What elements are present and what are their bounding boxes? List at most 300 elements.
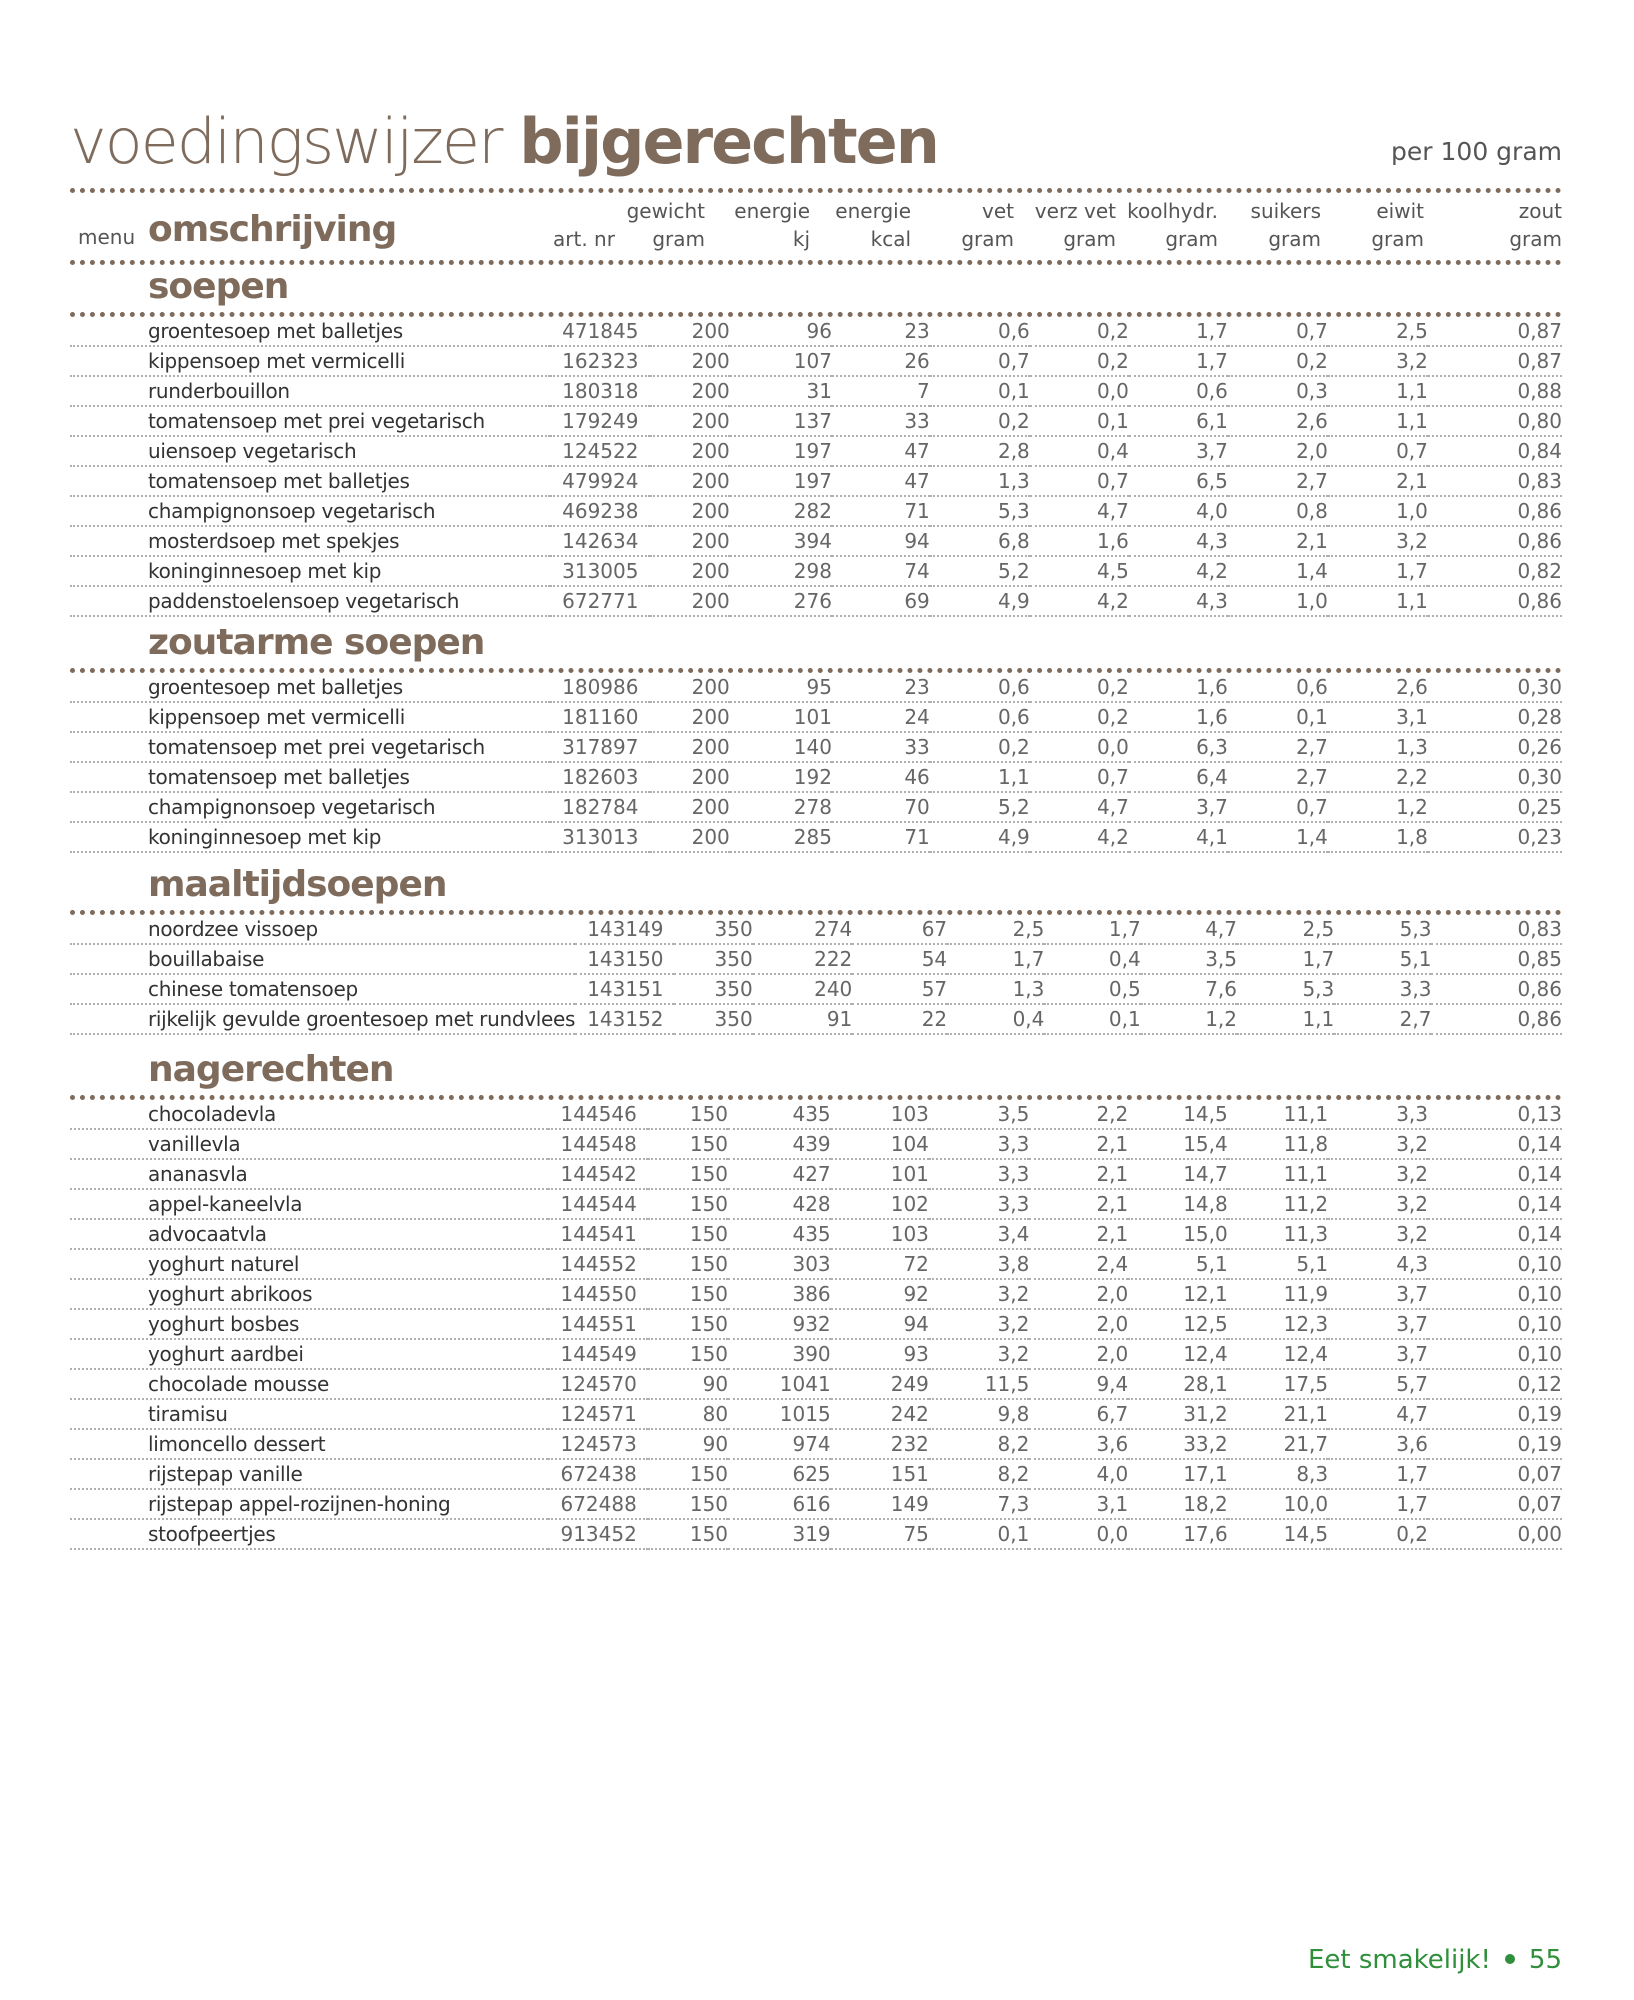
nutrient-value: 33,2 (1128, 1429, 1227, 1459)
nutrient-value: 103 (831, 1100, 929, 1129)
nutrient-value: 3,2 (1328, 1159, 1428, 1189)
nutrient-value: 350 (674, 1004, 752, 1034)
column-header-line2: kcal (870, 227, 911, 251)
nutrient-value: 150 (648, 1100, 728, 1129)
nutrient-value: 150 (648, 1339, 728, 1369)
product-name: ananasvla (70, 1159, 548, 1189)
nutrient-value: 200 (650, 346, 730, 376)
nutrient-value: 21,1 (1228, 1399, 1328, 1429)
nutrient-value: 151 (831, 1459, 929, 1489)
nutrient-value: 107 (730, 346, 832, 376)
nutrient-value: 200 (650, 496, 730, 526)
nutrient-value: 4,7 (1030, 496, 1129, 526)
nutrient-value: 103 (831, 1219, 929, 1249)
nutrient-value: 2,7 (1334, 1004, 1431, 1034)
nutrient-value: 94 (832, 526, 930, 556)
nutrient-value: 11,8 (1228, 1129, 1328, 1159)
nutrient-value: 3,7 (1129, 792, 1228, 822)
nutrient-value: 2,5 (1237, 915, 1334, 944)
nutrient-value: 5,1 (1128, 1249, 1227, 1279)
nutrient-value: 1041 (728, 1369, 831, 1399)
nutrient-value: 150 (648, 1459, 728, 1489)
product-name: kippensoep met vermicelli (70, 346, 550, 376)
nutrient-value: 23 (832, 317, 930, 346)
nutrient-value: 8,2 (929, 1429, 1029, 1459)
nutrient-value: 0,19 (1428, 1399, 1562, 1429)
nutrient-value: 67 (852, 915, 947, 944)
nutrient-value: 3,7 (1328, 1339, 1428, 1369)
product-name: koninginnesoep met kip (70, 556, 550, 586)
nutrient-value: 282 (730, 496, 832, 526)
nutrient-value: 0,2 (1030, 346, 1129, 376)
nutrient-value: 0,1 (1044, 1004, 1140, 1034)
title-bold: bijgerechten (519, 105, 938, 178)
product-name: tomatensoep met balletjes (70, 466, 550, 496)
nutrient-value: 1,2 (1141, 1004, 1237, 1034)
article-number: 144552 (548, 1249, 647, 1279)
product-name: champignonsoep vegetarisch (70, 792, 550, 822)
nutrient-value: 5,3 (930, 496, 1030, 526)
section (70, 1045, 1562, 1550)
nutrient-value: 350 (674, 915, 752, 944)
article-number: 124522 (550, 436, 650, 466)
product-name: appel-kaneelvla (70, 1189, 548, 1219)
column-header-line1: eiwit (1376, 199, 1424, 223)
table-row (70, 586, 1562, 616)
nutrient-value: 2,1 (1029, 1219, 1128, 1249)
nutrient-value: 3,7 (1328, 1309, 1428, 1339)
nutrient-value: 200 (650, 376, 730, 406)
nutrient-value: 0,6 (930, 673, 1030, 702)
nutrient-value: 1,1 (1328, 376, 1428, 406)
nutrient-value: 0,7 (1328, 436, 1428, 466)
nutrient-value: 18,2 (1128, 1489, 1227, 1519)
article-number: 313013 (550, 822, 650, 852)
nutrient-value: 0,80 (1428, 406, 1562, 436)
nutrient-value: 14,8 (1128, 1189, 1227, 1219)
nutrient-value: 5,3 (1237, 974, 1334, 1004)
nutrient-value: 3,7 (1129, 436, 1228, 466)
nutrient-value: 1,8 (1328, 822, 1428, 852)
nutrient-value: 1015 (728, 1399, 831, 1429)
nutrient-value: 149 (831, 1489, 929, 1519)
nutrient-value: 2,5 (947, 915, 1044, 944)
article-number: 179249 (550, 406, 650, 436)
nutrient-value: 91 (753, 1004, 853, 1034)
nutrient-value: 2,7 (1228, 762, 1328, 792)
nutrient-value: 0,2 (1030, 317, 1129, 346)
nutrient-value: 9,8 (929, 1399, 1029, 1429)
table-row (70, 1519, 1562, 1549)
nutrient-value: 23 (832, 673, 930, 702)
nutrient-value: 1,4 (1228, 822, 1328, 852)
nutrient-value: 75 (831, 1519, 929, 1549)
table-row (70, 1004, 1562, 1034)
nutrient-value: 1,1 (1328, 406, 1428, 436)
nutrition-table (70, 673, 1562, 853)
product-name: chinese tomatensoep (70, 974, 575, 1004)
nutrient-value: 22 (852, 1004, 947, 1034)
nutrient-value: 15,0 (1128, 1219, 1227, 1249)
column-header (1006, 197, 1116, 253)
nutrient-value: 4,7 (1328, 1399, 1428, 1429)
table-header (70, 187, 1562, 257)
nutrient-value: 0,07 (1428, 1489, 1562, 1519)
nutrient-value: 200 (650, 526, 730, 556)
column-header (1108, 197, 1218, 253)
article-number: 469238 (550, 496, 650, 526)
nutrient-value: 2,0 (1029, 1339, 1128, 1369)
title-light: voedingswijzer (70, 105, 520, 178)
nutrient-value: 4,3 (1129, 586, 1228, 616)
nutrient-value: 2,2 (1328, 762, 1428, 792)
table-row (70, 702, 1562, 732)
nutrient-value: 1,3 (1328, 732, 1428, 762)
nutrient-value: 11,1 (1228, 1159, 1328, 1189)
nutrient-value: 0,10 (1428, 1309, 1562, 1339)
nutrient-value: 2,1 (1029, 1189, 1128, 1219)
nutrient-value: 69 (832, 586, 930, 616)
nutrient-value: 4,3 (1328, 1249, 1428, 1279)
nutrient-value: 93 (831, 1339, 929, 1369)
nutrient-value: 974 (728, 1429, 831, 1459)
table-row (70, 1369, 1562, 1399)
nutrient-value: 3,2 (929, 1339, 1029, 1369)
bullet-icon (1505, 1954, 1515, 1964)
table-row (70, 526, 1562, 556)
nutrient-value: 0,6 (1129, 376, 1228, 406)
nutrient-value: 4,0 (1129, 496, 1228, 526)
column-header (1452, 197, 1562, 253)
nutrient-value: 0,1 (929, 1519, 1029, 1549)
nutrient-value: 15,4 (1128, 1129, 1227, 1159)
nutrient-value: 3,2 (1328, 1219, 1428, 1249)
nutrient-value: 0,2 (1328, 1519, 1428, 1549)
table-row (70, 1459, 1562, 1489)
nutrient-value: 0,6 (930, 702, 1030, 732)
nutrient-value: 150 (648, 1489, 728, 1519)
column-header (595, 197, 705, 253)
nutrient-value: 5,3 (1334, 915, 1431, 944)
column-header-line2: gram (652, 227, 705, 251)
nutrient-value: 625 (728, 1459, 831, 1489)
nutrient-value: 4,9 (930, 822, 1030, 852)
table-row (70, 792, 1562, 822)
nutrient-value: 0,14 (1428, 1219, 1562, 1249)
column-header-line1: zout (1518, 199, 1562, 223)
nutrient-value: 932 (728, 1309, 831, 1339)
nutrient-value: 197 (730, 436, 832, 466)
nutrient-value: 6,4 (1129, 762, 1228, 792)
table-row (70, 556, 1562, 586)
product-name: groentesoep met balletjes (70, 317, 550, 346)
nutrient-value: 150 (648, 1279, 728, 1309)
nutrient-value: 1,7 (947, 944, 1044, 974)
column-header-line1: energie (734, 199, 810, 223)
title-row (70, 105, 1562, 185)
nutrient-value: 200 (650, 673, 730, 702)
article-number: 144544 (548, 1189, 647, 1219)
nutrient-value: 47 (832, 436, 930, 466)
table-row (70, 762, 1562, 792)
nutrient-value: 11,5 (929, 1369, 1029, 1399)
nutrient-value: 101 (730, 702, 832, 732)
article-number: 144542 (548, 1159, 647, 1189)
nutrient-value: 11,3 (1228, 1219, 1328, 1249)
nutrient-value: 0,2 (930, 732, 1030, 762)
nutrient-value: 0,82 (1428, 556, 1562, 586)
nutrition-table (70, 915, 1562, 1035)
nutrient-value: 0,10 (1428, 1339, 1562, 1369)
article-number: 144551 (548, 1309, 647, 1339)
nutrient-value: 435 (728, 1219, 831, 1249)
article-number: 913452 (548, 1519, 647, 1549)
nutrient-value: 0,7 (1228, 317, 1328, 346)
footer (1308, 1945, 1562, 1975)
nutrient-value: 1,1 (1328, 586, 1428, 616)
nutrient-value: 94 (831, 1309, 929, 1339)
nutrient-value: 17,6 (1128, 1519, 1227, 1549)
nutrient-value: 2,1 (1029, 1129, 1128, 1159)
nutrient-value: 0,87 (1428, 317, 1562, 346)
nutrient-value: 33 (832, 732, 930, 762)
nutrient-value: 17,1 (1128, 1459, 1227, 1489)
nutrient-value: 200 (650, 762, 730, 792)
table-row (70, 673, 1562, 702)
nutrient-value: 0,5 (1044, 974, 1140, 1004)
nutrient-value: 14,7 (1128, 1159, 1227, 1189)
nutrient-value: 1,6 (1030, 526, 1129, 556)
nutrient-value: 70 (832, 792, 930, 822)
product-name: runderbouillon (70, 376, 550, 406)
nutrient-value: 3,1 (1029, 1489, 1128, 1519)
table-row (70, 406, 1562, 436)
nutrient-value: 71 (832, 822, 930, 852)
nutrient-value: 1,1 (1237, 1004, 1334, 1034)
product-name: tomatensoep met prei vegetarisch (70, 732, 550, 762)
nutrient-value: 0,7 (1228, 792, 1328, 822)
nutrient-value: 3,8 (929, 1249, 1029, 1279)
nutrient-value: 46 (832, 762, 930, 792)
table-row (70, 1399, 1562, 1429)
nutrient-value: 200 (650, 586, 730, 616)
article-number: 124570 (548, 1369, 647, 1399)
table-row (70, 1159, 1562, 1189)
nutrient-value: 150 (648, 1189, 728, 1219)
nutrient-value: 3,3 (929, 1159, 1029, 1189)
table-row (70, 1339, 1562, 1369)
nutrient-value: 4,3 (1129, 526, 1228, 556)
nutrient-value: 150 (648, 1129, 728, 1159)
nutrient-value: 350 (674, 944, 752, 974)
nutrient-value: 2,0 (1228, 436, 1328, 466)
omschrijving-label: omschrijving (148, 209, 397, 250)
article-number: 180318 (550, 376, 650, 406)
nutrient-value: 0,1 (1228, 702, 1328, 732)
product-name: stoofpeertjes (70, 1519, 548, 1549)
section-title: soepen (148, 266, 289, 307)
nutrient-value: 1,2 (1328, 792, 1428, 822)
nutrient-value: 8,3 (1228, 1459, 1328, 1489)
nutrient-value: 0,2 (1030, 702, 1129, 732)
product-name: champignonsoep vegetarisch (70, 496, 550, 526)
nutrient-value: 104 (831, 1129, 929, 1159)
nutrient-value: 7,3 (929, 1489, 1029, 1519)
nutrient-value: 1,0 (1228, 586, 1328, 616)
nutrient-value: 274 (753, 915, 853, 944)
nutrient-value: 31,2 (1128, 1399, 1227, 1429)
nutrient-value: 17,5 (1228, 1369, 1328, 1399)
nutrient-value: 24 (832, 702, 930, 732)
nutrient-value: 3,2 (1328, 1129, 1428, 1159)
nutrient-value: 3,2 (929, 1279, 1029, 1309)
article-number: 144548 (548, 1129, 647, 1159)
nutrient-value: 0,86 (1428, 586, 1562, 616)
nutrient-value: 0,07 (1428, 1459, 1562, 1489)
nutrient-value: 96 (730, 317, 832, 346)
nutrient-value: 95 (730, 673, 832, 702)
section (70, 860, 1562, 1035)
nutrient-value: 0,6 (930, 317, 1030, 346)
nutrient-value: 4,5 (1030, 556, 1129, 586)
nutrient-value: 3,5 (929, 1100, 1029, 1129)
nutrient-value: 0,2 (1030, 673, 1129, 702)
nutrient-value: 200 (650, 466, 730, 496)
nutrient-value: 1,7 (1237, 944, 1334, 974)
nutrient-value: 0,30 (1428, 762, 1562, 792)
nutrient-value: 390 (728, 1339, 831, 1369)
nutrient-value: 0,87 (1428, 346, 1562, 376)
nutrient-value: 21,7 (1228, 1429, 1328, 1459)
column-header (1314, 197, 1424, 253)
table-row (70, 1489, 1562, 1519)
footer-text: Eet smakelijk! (1307, 1945, 1491, 1975)
nutrient-value: 0,23 (1428, 822, 1562, 852)
nutrient-value: 2,1 (1328, 466, 1428, 496)
nutrient-value: 33 (832, 406, 930, 436)
section-title: maaltijdsoepen (148, 864, 447, 905)
nutrient-value: 278 (730, 792, 832, 822)
table-row (70, 1249, 1562, 1279)
nutrient-value: 3,6 (1029, 1429, 1128, 1459)
nutrient-value: 5,1 (1228, 1249, 1328, 1279)
nutrient-value: 101 (831, 1159, 929, 1189)
nutrient-value: 2,4 (1029, 1249, 1128, 1279)
nutrient-value: 72 (831, 1249, 929, 1279)
nutrient-value: 319 (728, 1519, 831, 1549)
nutrient-value: 0,13 (1428, 1100, 1562, 1129)
nutrient-value: 4,1 (1129, 822, 1228, 852)
column-header (1211, 197, 1321, 253)
nutrient-value: 200 (650, 317, 730, 346)
nutrient-value: 0,84 (1428, 436, 1562, 466)
column-header-line1: verz vet (1034, 199, 1116, 223)
nutrient-value: 80 (648, 1399, 728, 1429)
nutrient-value: 3,3 (1334, 974, 1431, 1004)
nutrition-table (70, 317, 1562, 617)
product-name: limoncello dessert (70, 1429, 548, 1459)
nutrient-value: 4,2 (1030, 586, 1129, 616)
table-row (70, 346, 1562, 376)
nutrient-value: 1,7 (1328, 1459, 1428, 1489)
nutrient-value: 0,25 (1428, 792, 1562, 822)
product-name: koninginnesoep met kip (70, 822, 550, 852)
product-name: tomatensoep met balletjes (70, 762, 550, 792)
nutrient-value: 4,7 (1030, 792, 1129, 822)
column-header-line1: energie (835, 199, 911, 223)
nutrient-value: 0,4 (947, 1004, 1044, 1034)
nutrient-value: 0,83 (1431, 915, 1562, 944)
nutrient-value: 2,8 (930, 436, 1030, 466)
column-header-line2: kj (792, 227, 810, 251)
nutrient-value: 0,4 (1030, 436, 1129, 466)
product-name: mosterdsoep met spekjes (70, 526, 550, 556)
nutrition-table (70, 1100, 1562, 1550)
nutrient-value: 3,2 (1328, 346, 1428, 376)
nutrient-value: 0,2 (1228, 346, 1328, 376)
nutrient-value: 2,7 (1228, 732, 1328, 762)
nutrient-value: 150 (648, 1159, 728, 1189)
nutrient-value: 427 (728, 1159, 831, 1189)
page-title (70, 105, 938, 178)
nutrient-value: 249 (831, 1369, 929, 1399)
nutrient-value: 2,6 (1328, 673, 1428, 702)
nutrient-value: 200 (650, 822, 730, 852)
product-name: tiramisu (70, 1399, 548, 1429)
column-header-line1: suikers (1250, 199, 1321, 223)
article-number: 144546 (548, 1100, 647, 1129)
article-number: 672771 (550, 586, 650, 616)
article-number: 144541 (548, 1219, 647, 1249)
nutrient-value: 0,88 (1428, 376, 1562, 406)
table-row (70, 317, 1562, 346)
article-number: 180986 (550, 673, 650, 702)
nutrient-value: 3,2 (1328, 1189, 1428, 1219)
nutrient-value: 2,1 (1029, 1159, 1128, 1189)
product-name: noordzee vissoep (70, 915, 575, 944)
nutrient-value: 1,6 (1129, 673, 1228, 702)
nutrient-value: 350 (674, 974, 752, 1004)
nutrient-value: 4,0 (1029, 1459, 1128, 1489)
nutrient-value: 12,3 (1228, 1309, 1328, 1339)
nutrient-value: 74 (832, 556, 930, 586)
nutrient-value: 102 (831, 1189, 929, 1219)
article-number: 471845 (550, 317, 650, 346)
nutrient-value: 1,7 (1129, 317, 1228, 346)
table-row (70, 466, 1562, 496)
nutrient-value: 0,1 (930, 376, 1030, 406)
column-header-line2: gram (1063, 227, 1116, 251)
article-number: 143151 (575, 974, 674, 1004)
nutrient-value: 8,2 (929, 1459, 1029, 1489)
article-number: 672438 (548, 1459, 647, 1489)
nutrient-value: 0,8 (1228, 496, 1328, 526)
product-name: yoghurt naturel (70, 1249, 548, 1279)
nutrient-value: 0,86 (1428, 496, 1562, 526)
nutrient-value: 14,5 (1128, 1100, 1227, 1129)
column-header-line2: gram (1268, 227, 1321, 251)
article-number: 144549 (548, 1339, 647, 1369)
nutrient-value: 92 (831, 1279, 929, 1309)
nutrient-value: 298 (730, 556, 832, 586)
table-row (70, 436, 1562, 466)
table-row (70, 376, 1562, 406)
nutrient-value: 1,7 (1129, 346, 1228, 376)
nutrient-value: 2,0 (1029, 1309, 1128, 1339)
nutrient-value: 4,7 (1141, 915, 1237, 944)
table-row (70, 732, 1562, 762)
nutrient-value: 0,7 (1030, 466, 1129, 496)
